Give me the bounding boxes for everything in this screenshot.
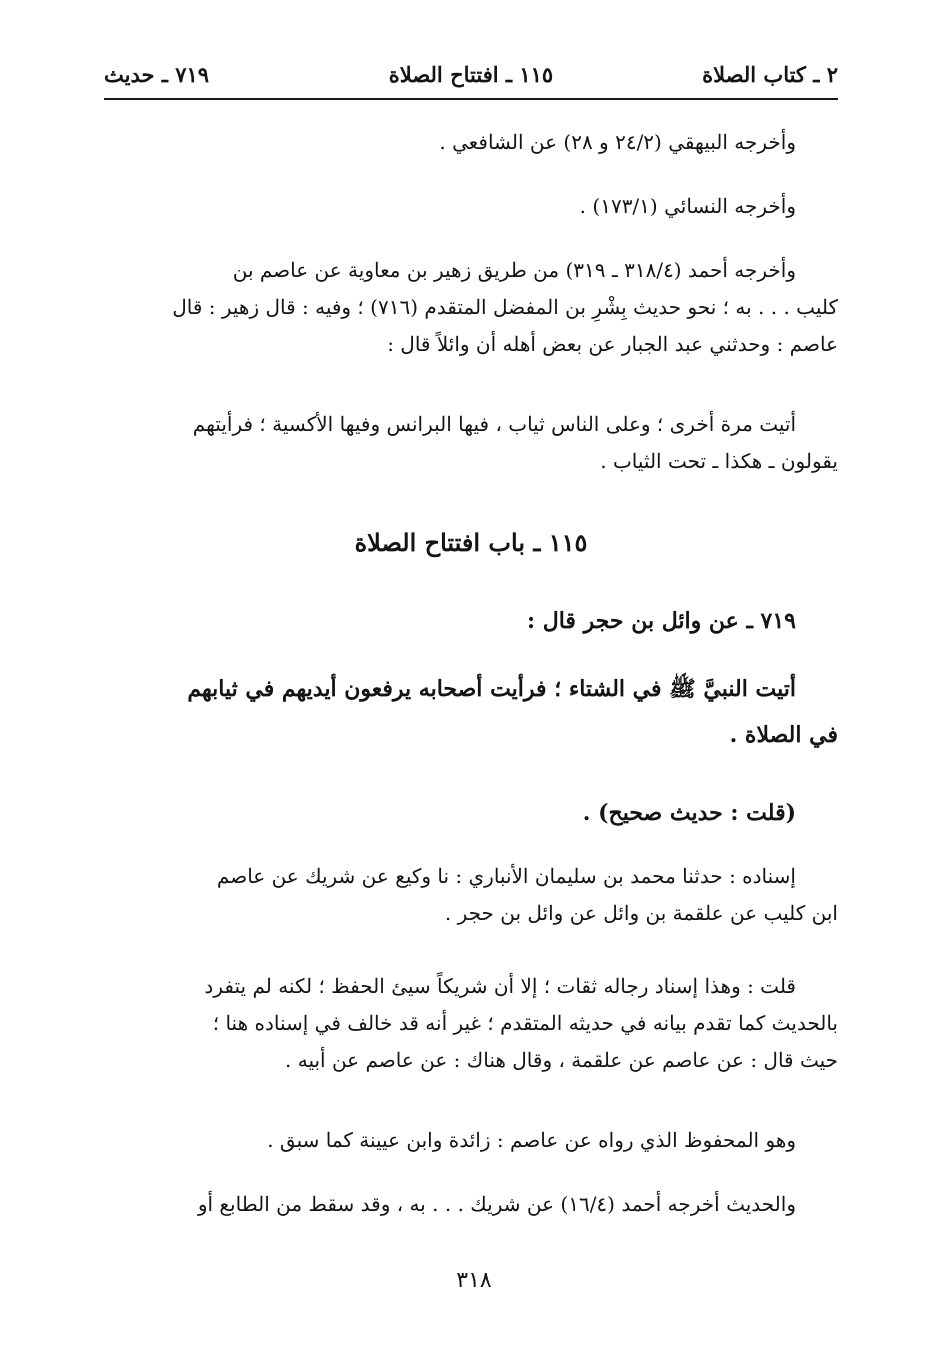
commentary-ahmad: والحديث أخرجه أحمد (١٦/٤) عن شريك . . . به ، وقد سقط من الطابع أو bbox=[197, 1192, 796, 1216]
paragraph-quote: أتيت مرة أخرى ؛ وعلى الناس ثياب ، فيها البرانس وفيها الأكسية ؛ فرأيتهم يقولون ـ هكذا ـ تحت الثياب . bbox=[192, 412, 838, 473]
section-heading: ١١٥ ـ باب افتتاح الصلاة bbox=[354, 528, 588, 557]
hadith-verdict: (قلت : حديث صحيح) . bbox=[582, 800, 796, 826]
paragraph-ahmad: وأخرجه أحمد (٣١٨/٤ ـ ٣١٩) من طريق زهير بن معاوية عن عاصم بن كليب . . . به ؛ نحو حديث بِشْرِ بن المفضل المتقدم (٧١٦) ؛ وفيه : قال زهير : قال عاصم : وحدثني عبد الجبار عن بعض أهله أن وائلاً قال : bbox=[172, 258, 838, 356]
commentary-isnad: إسناده : حدثنا محمد بن سليمان الأنباري : نا وكيع عن شريك عن عاصم ابن كليب عن علقمة بن وائل عن وائل بن حجر . bbox=[216, 864, 838, 925]
header-book-title: ٢ ـ كتاب الصلاة bbox=[702, 62, 838, 87]
paragraph-bayhaqi: وأخرجه البيهقي (٢٤/٢ و ٢٨) عن الشافعي . bbox=[439, 130, 796, 154]
header-chapter-title: ١١٥ ـ افتتاح الصلاة bbox=[388, 62, 554, 87]
running-header bbox=[104, 58, 838, 100]
commentary-mahfuz: وهو المحفوظ الذي رواه عن عاصم : زائدة وابن عيينة كما سبق . bbox=[267, 1128, 796, 1152]
header-hadith-number: ٧١٩ ـ حديث bbox=[104, 62, 210, 87]
page-number: ٣١٨ bbox=[456, 1268, 492, 1293]
paragraph-nasai: وأخرجه النسائي (١٧٣/١) . bbox=[579, 194, 796, 218]
hadith-intro: ٧١٩ ـ عن وائل بن حجر قال : bbox=[526, 608, 796, 634]
hadith-text: أتيت النبيَّ ﷺ في الشتاء ؛ فرأيت أصحابه يرفعون أيديهم في ثيابهم في الصلاة . bbox=[187, 676, 838, 748]
commentary-analysis: قلت : وهذا إسناد رجاله ثقات ؛ إلا أن شريكاً سيئ الحفظ ؛ لكنه لم يتفرد بالحديث كما تقدم بيانه في حديثه المتقدم ؛ غير أنه قد خالف في إسناده هنا ؛ حيث قال : عن عاصم عن علقمة ، وقال هناك : عن عاصم عن أبيه . bbox=[204, 974, 838, 1072]
